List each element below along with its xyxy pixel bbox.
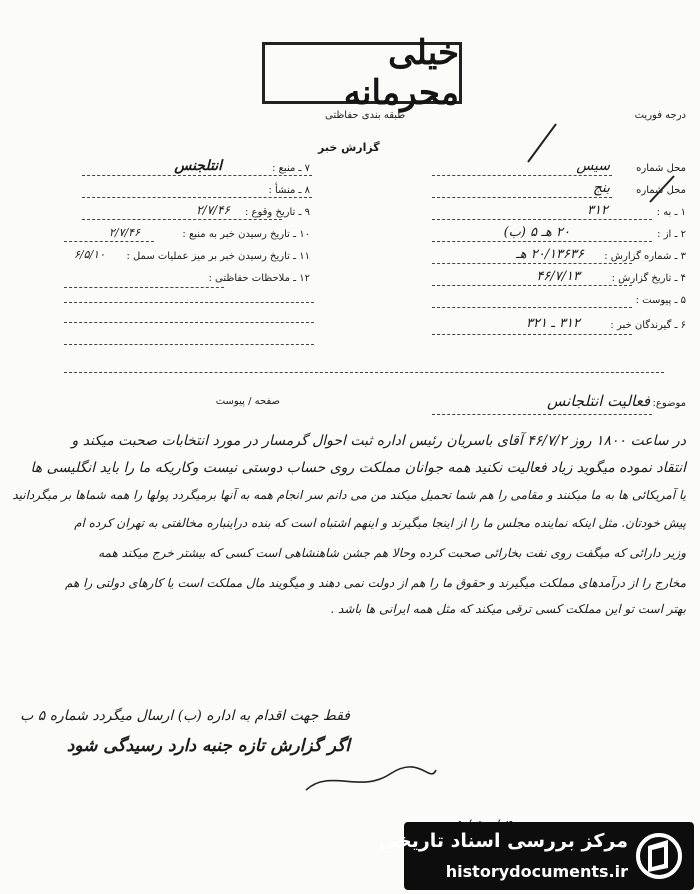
report-type: گزارش خبر <box>318 141 380 154</box>
body-line: پیش خودتان. مثل اینکه نماینده مجلس ما را از اینجا میگیرند و اینهم اشتباه است که بنده دراینباره مخالفتی به تهران کرده ام <box>74 516 686 530</box>
field-underline <box>82 175 312 176</box>
field-label: ۱۲ ـ ملاحظات حفاظتی : <box>208 273 310 284</box>
field-label: محل شماره <box>636 163 686 174</box>
blank-line <box>64 302 314 303</box>
blank-line <box>64 322 314 323</box>
body-line: بهتر است تو این مملکت کسی ترقی میکند که مثل همه ایرانی ها باشد . <box>330 602 686 616</box>
field-value: ۴۶/۷/۱۳ <box>536 269 580 284</box>
field-label: ۵ ـ پیوست : <box>635 295 686 306</box>
field-value: ۶/۵/۱۰ <box>73 248 105 261</box>
field-label: ۴ ـ تاریخ گزارش : <box>611 273 686 284</box>
archive-logo-icon <box>634 830 684 882</box>
watermark-logo <box>378 822 694 890</box>
field-underline <box>64 287 224 288</box>
field-label: ۲ ـ از : <box>657 229 686 240</box>
body-line: انتقاد نموده میگوید زیاد فعالیت نکنید همه جوانان مملکت روی حساب دوستی نیست وکاریکه ما را باید انگلیسی ها <box>30 460 686 476</box>
pen-mark <box>520 120 560 170</box>
field-label: ۹ ـ تاریخ وقوع : <box>244 207 310 218</box>
field-label: ۱۰ ـ تاریخ رسیدن خبر به منبع : <box>182 229 310 240</box>
urgency-label: درجه فوریت <box>634 110 686 121</box>
field-underline <box>64 241 154 242</box>
handwritten-note: اگر گزارش تازه جنبه دارد رسیدگی شود <box>66 736 350 756</box>
body-line: مخارج را از درآمدهای مملکت میگیرند و حقوق ما را هم از دولت نمی دهند و میگویند مال مملکت است یا کارهای دولتی را هم <box>64 576 686 590</box>
field-value: ۲۰ هـ ۵ (ب) <box>503 225 570 240</box>
field-label: ۶ ـ گیرندگان خبر : <box>610 320 686 331</box>
blank-line <box>64 344 314 345</box>
classification-stamp <box>262 33 462 113</box>
field-value: انتلجنس <box>174 158 222 174</box>
body-line: در ساعت ۱۸۰۰ روز ۴۶/۷/۲ آقای باسریان رئیس اداره ثبت احوال گرمسار در مورد انتخابات صحبت میکند و <box>71 433 686 449</box>
subject-underline <box>432 414 652 415</box>
field-value: ۲۰/۱۳۶۳۶ هـ <box>515 247 584 262</box>
watermark-url: historydocuments.ir <box>445 862 628 881</box>
field-underline <box>82 219 282 220</box>
field-underline <box>432 285 632 286</box>
blank-line <box>64 372 664 373</box>
body-line: یا آمریکائی ها به ما میکنند و مقامی را هم شما تحمیل میکند من می دانم سر انجام همه به آنها برمیگردد پولها را همه شماها بر میگردانید <box>12 488 686 502</box>
field-value: سیس <box>576 158 610 174</box>
field-underline <box>432 197 612 198</box>
field-label: ۱ ـ به : <box>656 207 686 218</box>
field-underline <box>432 241 652 242</box>
subject-label: موضوع: <box>652 398 686 409</box>
field-underline <box>432 219 652 220</box>
field-value: بنج <box>592 180 610 196</box>
watermark-name: مرکز بررسی اسناد تاریخی <box>378 830 628 852</box>
field-label: ۸ ـ منشأ : <box>268 185 310 196</box>
subject-value: فعالیت انتلجانس <box>547 392 650 410</box>
handwritten-note: فقط جهت اقدام به اداره (ب) ارسال میگردد شماره ۵ ب <box>20 708 350 724</box>
field-value: ۲/۷/۴۶ <box>196 203 230 217</box>
stamp-text: خیلی محرمانه <box>343 33 459 113</box>
field-underline <box>82 197 312 198</box>
field-underline <box>432 334 632 335</box>
field-value: ۳۱۲ ـ ۳۲۱ <box>526 316 580 331</box>
body-line: وزیر دارائی که میگفت روی نفت بخارائی صحبت کرده وحالا هم جشن شاهنشاهی است کسی که بیشتر خرج میکند همه <box>98 546 686 560</box>
classification-note: طبقه بندی حفاظتی <box>325 110 406 121</box>
page-marker: صفحه / پیوست <box>215 396 280 407</box>
field-underline <box>432 175 612 176</box>
field-label: ۷ ـ منبع : <box>272 163 310 174</box>
field-label: محل شماره <box>636 185 686 196</box>
field-label: ۱۱ ـ تاریخ رسیدن خبر بر میز عملیات سمل : <box>126 251 310 262</box>
signature-mark <box>300 760 440 800</box>
field-underline <box>432 263 632 264</box>
field-label: ۳ ـ شماره گزارش : <box>604 251 686 262</box>
field-value: ۳۱۲ <box>587 203 608 218</box>
field-underline <box>432 307 632 308</box>
field-value: ۲/۷/۴۶ <box>108 226 140 239</box>
